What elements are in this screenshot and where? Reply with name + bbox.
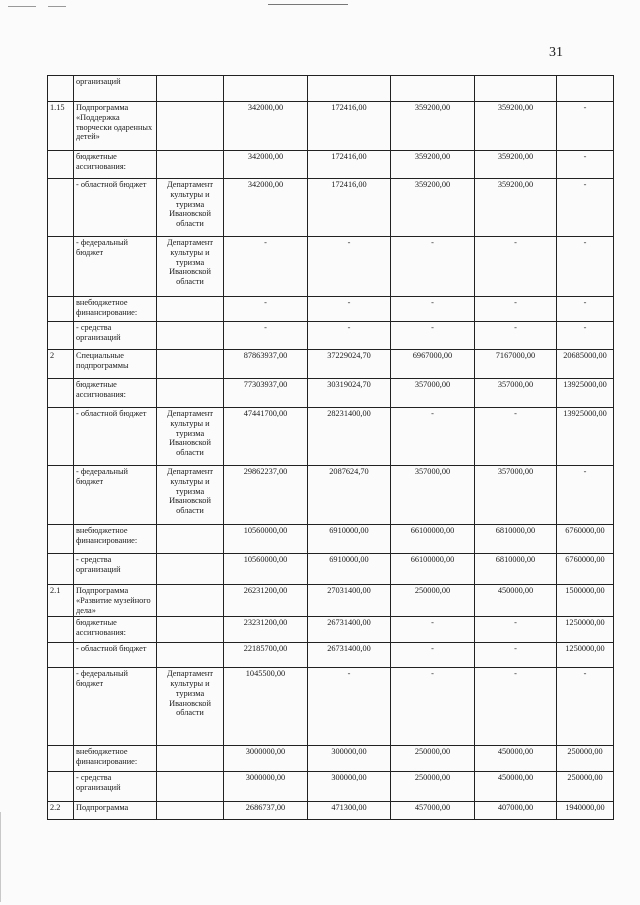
executor-cell	[157, 379, 224, 408]
amount-cell: -	[308, 668, 391, 746]
executor-cell	[157, 585, 224, 617]
row-number: 2	[48, 350, 74, 379]
row-name: бюджетные ассигнования:	[74, 379, 157, 408]
amount-cell: -	[391, 297, 475, 322]
row-number	[48, 554, 74, 585]
amount-cell: 450000,00	[475, 772, 557, 802]
amount-cell: 1250000,00	[557, 617, 614, 643]
table-row	[48, 322, 614, 350]
table-row	[48, 772, 614, 802]
table-row	[48, 102, 614, 151]
amount-cell: 359200,00	[391, 102, 475, 151]
row-name: - федеральный бюджет	[74, 237, 157, 297]
table-row	[48, 802, 614, 820]
amount-cell: 6910000,00	[308, 525, 391, 554]
executor-cell	[157, 554, 224, 585]
table-row	[48, 668, 614, 746]
amount-cell: 2087624,70	[308, 466, 391, 525]
amount-cell: 342000,00	[224, 151, 308, 179]
amount-cell: 342000,00	[224, 102, 308, 151]
amount-cell: 3000000,00	[224, 772, 308, 802]
amount-cell: -	[475, 237, 557, 297]
executor-cell: Департамент культуры и туризма Ивановской области	[157, 179, 224, 237]
row-name: организаций	[74, 76, 157, 102]
amount-cell: -	[308, 322, 391, 350]
amount-cell: 77303937,00	[224, 379, 308, 408]
amount-cell: -	[391, 408, 475, 466]
amount-cell: 450000,00	[475, 746, 557, 772]
executor-cell	[157, 772, 224, 802]
amount-cell: 6760000,00	[557, 554, 614, 585]
amount-cell	[557, 76, 614, 102]
row-name: - средства организаций	[74, 554, 157, 585]
amount-cell: 357000,00	[391, 466, 475, 525]
amount-cell: 26731400,00	[308, 617, 391, 643]
amount-cell: 1500000,00	[557, 585, 614, 617]
amount-cell: 1045500,00	[224, 668, 308, 746]
row-name: бюджетные ассигнования:	[74, 617, 157, 643]
amount-cell: 2686737,00	[224, 802, 308, 820]
amount-cell: -	[557, 151, 614, 179]
amount-cell: 250000,00	[557, 746, 614, 772]
executor-cell	[157, 350, 224, 379]
page-number: 31	[549, 45, 563, 60]
table-row	[48, 151, 614, 179]
scan-edge-line	[0, 812, 1, 902]
amount-cell: -	[557, 237, 614, 297]
row-name: внебюджетное финансирование:	[74, 525, 157, 554]
row-number	[48, 322, 74, 350]
amount-cell: 23231200,00	[224, 617, 308, 643]
amount-cell: 172416,00	[308, 151, 391, 179]
table-row	[48, 237, 614, 297]
amount-cell: 1940000,00	[557, 802, 614, 820]
executor-cell: Департамент культуры и туризма Ивановской области	[157, 668, 224, 746]
executor-cell	[157, 746, 224, 772]
amount-cell: 28231400,00	[308, 408, 391, 466]
amount-cell: 37229024,70	[308, 350, 391, 379]
amount-cell	[475, 76, 557, 102]
executor-cell: Департамент культуры и туризма Ивановской области	[157, 408, 224, 466]
amount-cell: 22185700,00	[224, 643, 308, 668]
table-row	[48, 297, 614, 322]
row-name: бюджетные ассигнования:	[74, 151, 157, 179]
amount-cell: 66100000,00	[391, 525, 475, 554]
executor-cell	[157, 102, 224, 151]
amount-cell: 7167000,00	[475, 350, 557, 379]
amount-cell: 359200,00	[391, 151, 475, 179]
amount-cell: 357000,00	[475, 379, 557, 408]
row-number: 1.15	[48, 102, 74, 151]
amount-cell: 6810000,00	[475, 554, 557, 585]
amount-cell: 26231200,00	[224, 585, 308, 617]
amount-cell: -	[391, 668, 475, 746]
table-row	[48, 746, 614, 772]
amount-cell	[308, 76, 391, 102]
row-number	[48, 379, 74, 408]
row-number	[48, 525, 74, 554]
amount-cell: 471300,00	[308, 802, 391, 820]
amount-cell: 359200,00	[475, 151, 557, 179]
executor-cell	[157, 151, 224, 179]
amount-cell: -	[224, 297, 308, 322]
amount-cell: -	[391, 643, 475, 668]
row-number	[48, 746, 74, 772]
executor-cell	[157, 76, 224, 102]
amount-cell: -	[475, 617, 557, 643]
amount-cell: 250000,00	[557, 772, 614, 802]
executor-cell: Департамент культуры и туризма Ивановской области	[157, 466, 224, 525]
table-row	[48, 76, 614, 102]
amount-cell: 359200,00	[391, 179, 475, 237]
amount-cell: -	[308, 237, 391, 297]
amount-cell: 300000,00	[308, 746, 391, 772]
amount-cell: 26731400,00	[308, 643, 391, 668]
amount-cell: 457000,00	[391, 802, 475, 820]
amount-cell: 6967000,00	[391, 350, 475, 379]
row-number	[48, 772, 74, 802]
amount-cell	[391, 76, 475, 102]
scan-mark	[8, 6, 36, 7]
row-name: внебюджетное финансирование:	[74, 746, 157, 772]
executor-cell	[157, 297, 224, 322]
amount-cell: 6810000,00	[475, 525, 557, 554]
table-row	[48, 525, 614, 554]
row-number: 2.1	[48, 585, 74, 617]
table-row	[48, 379, 614, 408]
amount-cell: 27031400,00	[308, 585, 391, 617]
amount-cell: -	[557, 322, 614, 350]
amount-cell: -	[557, 179, 614, 237]
amount-cell: -	[557, 102, 614, 151]
table-row	[48, 179, 614, 237]
row-name: - федеральный бюджет	[74, 466, 157, 525]
amount-cell: 20685000,00	[557, 350, 614, 379]
executor-cell	[157, 617, 224, 643]
amount-cell: 30319024,70	[308, 379, 391, 408]
row-name: - областной бюджет	[74, 643, 157, 668]
row-number	[48, 297, 74, 322]
amount-cell: 250000,00	[391, 585, 475, 617]
row-number	[48, 668, 74, 746]
row-name: - средства организаций	[74, 772, 157, 802]
amount-cell: 6760000,00	[557, 525, 614, 554]
amount-cell: -	[308, 297, 391, 322]
row-name: Подпрограмма «Поддержка творчески одаренных детей»	[74, 102, 157, 151]
amount-cell: 10560000,00	[224, 525, 308, 554]
table-row	[48, 466, 614, 525]
amount-cell: 66100000,00	[391, 554, 475, 585]
scan-mark	[268, 4, 348, 5]
amount-cell: 342000,00	[224, 179, 308, 237]
executor-cell	[157, 643, 224, 668]
row-number	[48, 408, 74, 466]
amount-cell: 172416,00	[308, 179, 391, 237]
row-name: - средства организаций	[74, 322, 157, 350]
table-row	[48, 643, 614, 668]
amount-cell: 87863937,00	[224, 350, 308, 379]
row-name: Подпрограмма	[74, 802, 157, 820]
executor-cell	[157, 525, 224, 554]
row-number	[48, 76, 74, 102]
amount-cell: -	[475, 408, 557, 466]
amount-cell: 250000,00	[391, 746, 475, 772]
amount-cell: -	[557, 668, 614, 746]
amount-cell: -	[475, 668, 557, 746]
row-number	[48, 617, 74, 643]
amount-cell: 407000,00	[475, 802, 557, 820]
executor-cell: Департамент культуры и туризма Ивановской области	[157, 237, 224, 297]
amount-cell: 10560000,00	[224, 554, 308, 585]
row-name: - федеральный бюджет	[74, 668, 157, 746]
amount-cell: 13925000,00	[557, 379, 614, 408]
amount-cell: 250000,00	[391, 772, 475, 802]
row-name: Специальные подпрограммы	[74, 350, 157, 379]
amount-cell: 357000,00	[391, 379, 475, 408]
amount-cell: 450000,00	[475, 585, 557, 617]
table-row	[48, 617, 614, 643]
amount-cell: -	[475, 297, 557, 322]
funding-table	[47, 75, 614, 820]
amount-cell: 29862237,00	[224, 466, 308, 525]
amount-cell: 47441700,00	[224, 408, 308, 466]
row-name: внебюджетное финансирование:	[74, 297, 157, 322]
amount-cell: 13925000,00	[557, 408, 614, 466]
amount-cell: -	[224, 322, 308, 350]
row-name: - областной бюджет	[74, 179, 157, 237]
amount-cell: 3000000,00	[224, 746, 308, 772]
amount-cell: 300000,00	[308, 772, 391, 802]
row-number: 2.2	[48, 802, 74, 820]
row-number	[48, 643, 74, 668]
amount-cell: 6910000,00	[308, 554, 391, 585]
row-name: Подпрограмма «Развитие музейного дела»	[74, 585, 157, 617]
amount-cell: -	[391, 617, 475, 643]
row-number	[48, 179, 74, 237]
executor-cell	[157, 802, 224, 820]
amount-cell	[224, 76, 308, 102]
row-number	[48, 151, 74, 179]
table-row	[48, 408, 614, 466]
row-name: - областной бюджет	[74, 408, 157, 466]
amount-cell: -	[557, 466, 614, 525]
table-row	[48, 350, 614, 379]
row-number	[48, 466, 74, 525]
funding-table-body	[48, 76, 614, 820]
amount-cell: 172416,00	[308, 102, 391, 151]
row-number	[48, 237, 74, 297]
scan-mark	[48, 6, 66, 7]
amount-cell: -	[224, 237, 308, 297]
amount-cell: 1250000,00	[557, 643, 614, 668]
amount-cell: 359200,00	[475, 179, 557, 237]
amount-cell: -	[557, 297, 614, 322]
amount-cell: -	[391, 322, 475, 350]
amount-cell: -	[475, 643, 557, 668]
amount-cell: -	[391, 237, 475, 297]
table-row	[48, 554, 614, 585]
amount-cell: 357000,00	[475, 466, 557, 525]
executor-cell	[157, 322, 224, 350]
amount-cell: 359200,00	[475, 102, 557, 151]
amount-cell: -	[475, 322, 557, 350]
table-row	[48, 585, 614, 617]
